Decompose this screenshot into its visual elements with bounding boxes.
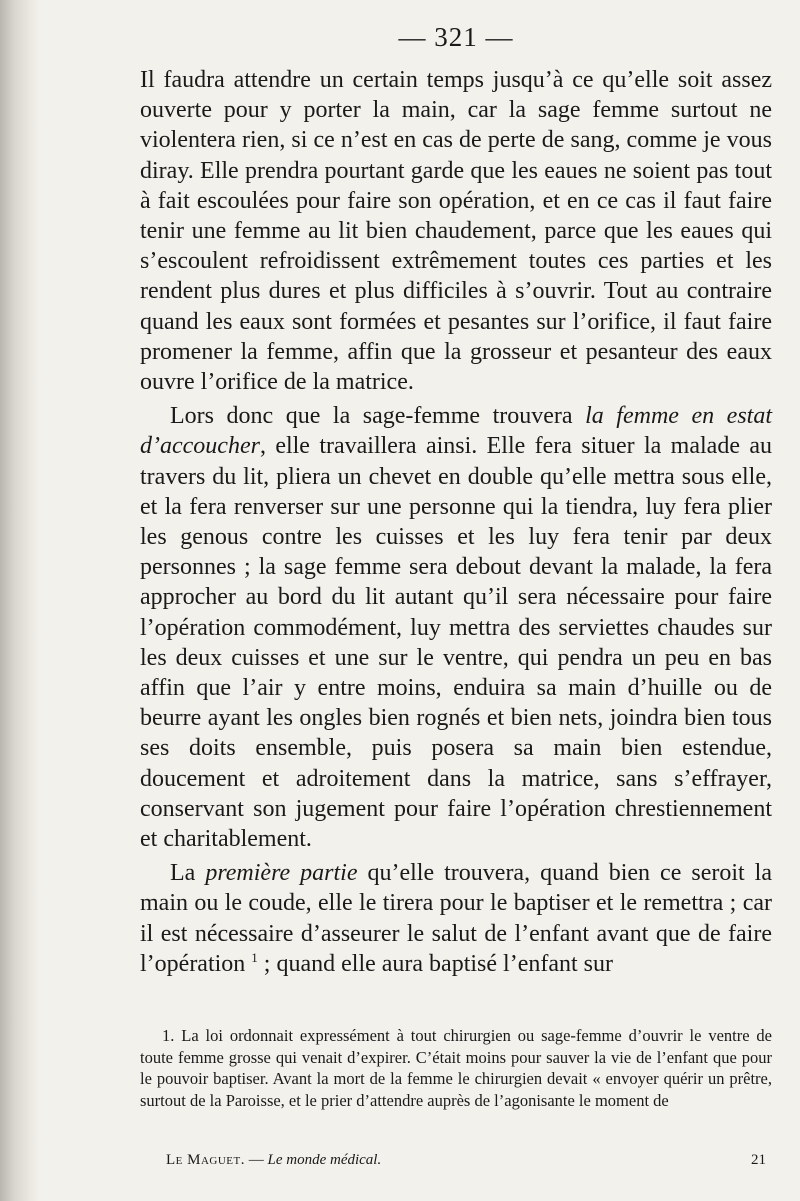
footer-title: Le monde médical. bbox=[267, 1152, 382, 1168]
signature-mark: 21 bbox=[751, 1152, 766, 1168]
paragraph-3 bbox=[140, 858, 772, 979]
paragraph-2 bbox=[140, 401, 772, 854]
book-gutter-shadow bbox=[0, 0, 40, 1201]
footer-author: Le Maguet. bbox=[166, 1152, 245, 1168]
paragraph-text: La bbox=[170, 860, 206, 887]
footnote-1: 1. La loi ordonnait expressément à tout chirurgien ou sage-femme d’ouvrir le ventre de toute femme grosse qui venait d’expirer. C’était moins pour sauver la vie de l’enfant que pour le pouvoir baptiser. Avant la mort de la femme le chirurgien devait « envoyer quérir un prêtre, surtout de la Paroisse, et le prier d’attendre auprès de l’agonisante le moment de bbox=[140, 1026, 772, 1110]
italic-phrase: première partie bbox=[205, 860, 358, 887]
footnote-reference: 1 bbox=[251, 949, 258, 965]
italic-phrase: la femme en estat d’accoucher bbox=[140, 403, 772, 460]
paragraph-text: ; quand elle aura baptisé l’enfant sur bbox=[257, 950, 613, 977]
paragraph-text: , elle travaillera ainsi. Elle fera situer la malade au travers du lit, pliera un chevet en double qu’elle mettra sous elle, et la fera renverser sur une personne qui la tiendra, luy fera plier les genous contre les cuisses et les luy fera tenir par deux personnes ; la sage femme sera debout devant la malade, la fera approcher au bord du lit autant qu’il sera nécessaire pour faire l’opération commodément, luy mettra des serviettes chaudes sur les deux cuisses et une sur le ventre, qui pendra un peu en bas affin que l’air y entre moins, enduira sa main d’huille ou de beurre ayant les ongles bien rognés et bien nets, joindra bien tous ses doits ensemble, puis posera sa main bien estendue, doucement et adroitement dans la matrice, sans s’effrayer, conservant son jugement pour faire l’opération chrestiennement et charitablement. bbox=[140, 433, 772, 853]
page-number: — 321 — bbox=[398, 22, 514, 52]
paragraph-text: qu’elle trouvera, quand bien ce seroit la main ou le coude, elle le tirera pour le baptiser et le remettra ; car il est nécessaire d’asseurer le salut de l’enfant avant que de faire l’opération bbox=[140, 860, 772, 977]
footnotes bbox=[140, 1025, 772, 1111]
book-page bbox=[140, 22, 772, 1111]
body-text bbox=[140, 65, 772, 979]
paragraph-1 bbox=[140, 65, 772, 397]
running-footer bbox=[166, 1152, 766, 1169]
paragraph-text: Lors donc que la sage-femme trouvera bbox=[170, 403, 586, 430]
paragraph-text: Il faudra attendre un certain temps jusqu’à ce qu’elle soit assez ouverte pour y porter la main, car la sage femme surtout ne violentera rien, si ce n’est en cas de perte de sang, comme je vous diray. Elle prendra pourtant garde que les eaues ne soient pas tout à fait escoulées pour faire son opération, et en ce cas il faut faire tenir une femme au lit bien chaudement, parce que les eaues qui s’escoulent refroidissent extrêmement toutes ces parties et les rendent plus dures et plus difficiles à s’ouvrir. Tout au contraire quand les eaux sont formées et pesantes sur l’orifice, il faut faire promener la femme, affin que la grosseur et pesanteur des eaux ouvre l’orifice de la matrice. bbox=[140, 67, 772, 396]
footer-separator: — bbox=[245, 1152, 268, 1168]
